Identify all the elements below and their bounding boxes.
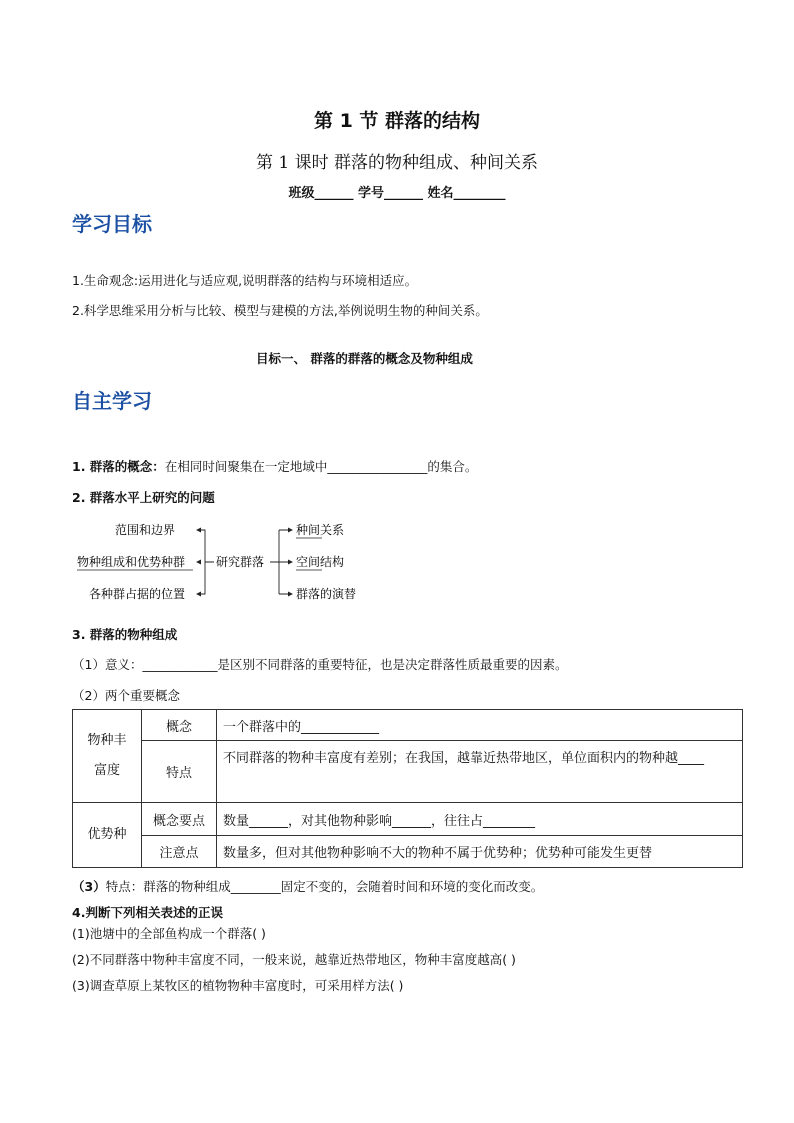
dominant-label: 优势种 [73,803,142,868]
research-diagram [72,515,372,610]
item-3-3-text: 特点：群落的物种组成________固定不变的，会随着时间和环境的变化而改变。 [105,879,544,894]
item-4: 4.判断下列相关表述的正误 [72,905,223,920]
item-3-3-label: （3） [72,879,106,894]
objective-2: 2.科学思维采用分析与比较、模型与建模的方法,举例说明生物的种间关系。 [72,303,488,318]
item-3-1: （1）意义：____________是区别不同群落的重要特征，也是决定群落性质最重要的因素。 [72,657,568,672]
item-1-label: 1. 群落的概念： [72,459,165,474]
concept-text: 一个群落中的____________ [217,710,743,741]
key-points-text: 数量______，对其他物种影响______，往往占________ [217,803,743,836]
judge-2: (2)不同群落中物种丰富度不同，一般来说，越靠近热带地区，物种丰富度越高( ) [72,952,516,967]
lesson-subtitle: 第 1 课时 群落的物种组成、种间关系 [255,153,539,173]
table-row [73,710,743,741]
concepts-table [72,709,743,868]
diagram-left-1: 范围和边界 [115,523,176,537]
diagram-left-3: 各种群占据的位置 [89,587,186,601]
self-study-heading: 自主学习 [72,389,152,413]
table-row [73,836,743,868]
diagram-right-2: 空间结构 [296,555,345,569]
notes-text: 数量多，但对其他物种影响不大的物种不属于优势种；优势种可能发生更替 [217,836,743,868]
student-info-line: 班级______ 学号______ 姓名________ [288,186,506,201]
table-row [73,741,743,803]
item-3-3 [72,877,543,895]
diagram-left-2: 物种组成和优势种群 [77,555,186,569]
judge-3: (3)调查草原上某牧区的植物物种丰富度时，可采用样方法( ) [72,978,404,993]
diagram-right-3: 群落的演替 [296,587,357,601]
objective-1: 1.生命观念:运用进化与适应观,说明群落的结构与环境相适应。 [72,273,418,288]
item-2: 2. 群落水平上研究的问题 [72,490,215,505]
goal-1-heading: 目标一、 群落的群落的概念及物种组成 [256,351,473,366]
item-3-2: （2）两个重要概念 [72,688,180,703]
table-row [73,803,743,836]
judge-1: (1)池塘中的全部鱼构成一个群落( ) [72,926,266,941]
diagram-right-1: 种间关系 [296,523,345,537]
item-3: 3. 群落的物种组成 [72,627,178,642]
item-1 [72,457,477,475]
item-1-text: 在相同时间聚集在一定地域中________________的集合。 [164,459,478,474]
page-title: 第 1 节 群落的结构 [313,110,481,132]
concept-label: 概念 [142,710,217,741]
richness-label: 物种丰 富度 [73,710,142,803]
diagram-center: 研究群落 [216,555,265,569]
objectives-heading: 学习目标 [72,212,152,236]
key-points-label: 概念要点 [142,803,217,836]
feature-label: 特点 [142,741,217,803]
feature-text: 不同群落的物种丰富度有差别；在我国，越靠近热带地区，单位面积内的物种越____ [217,741,743,803]
notes-label: 注意点 [142,836,217,868]
